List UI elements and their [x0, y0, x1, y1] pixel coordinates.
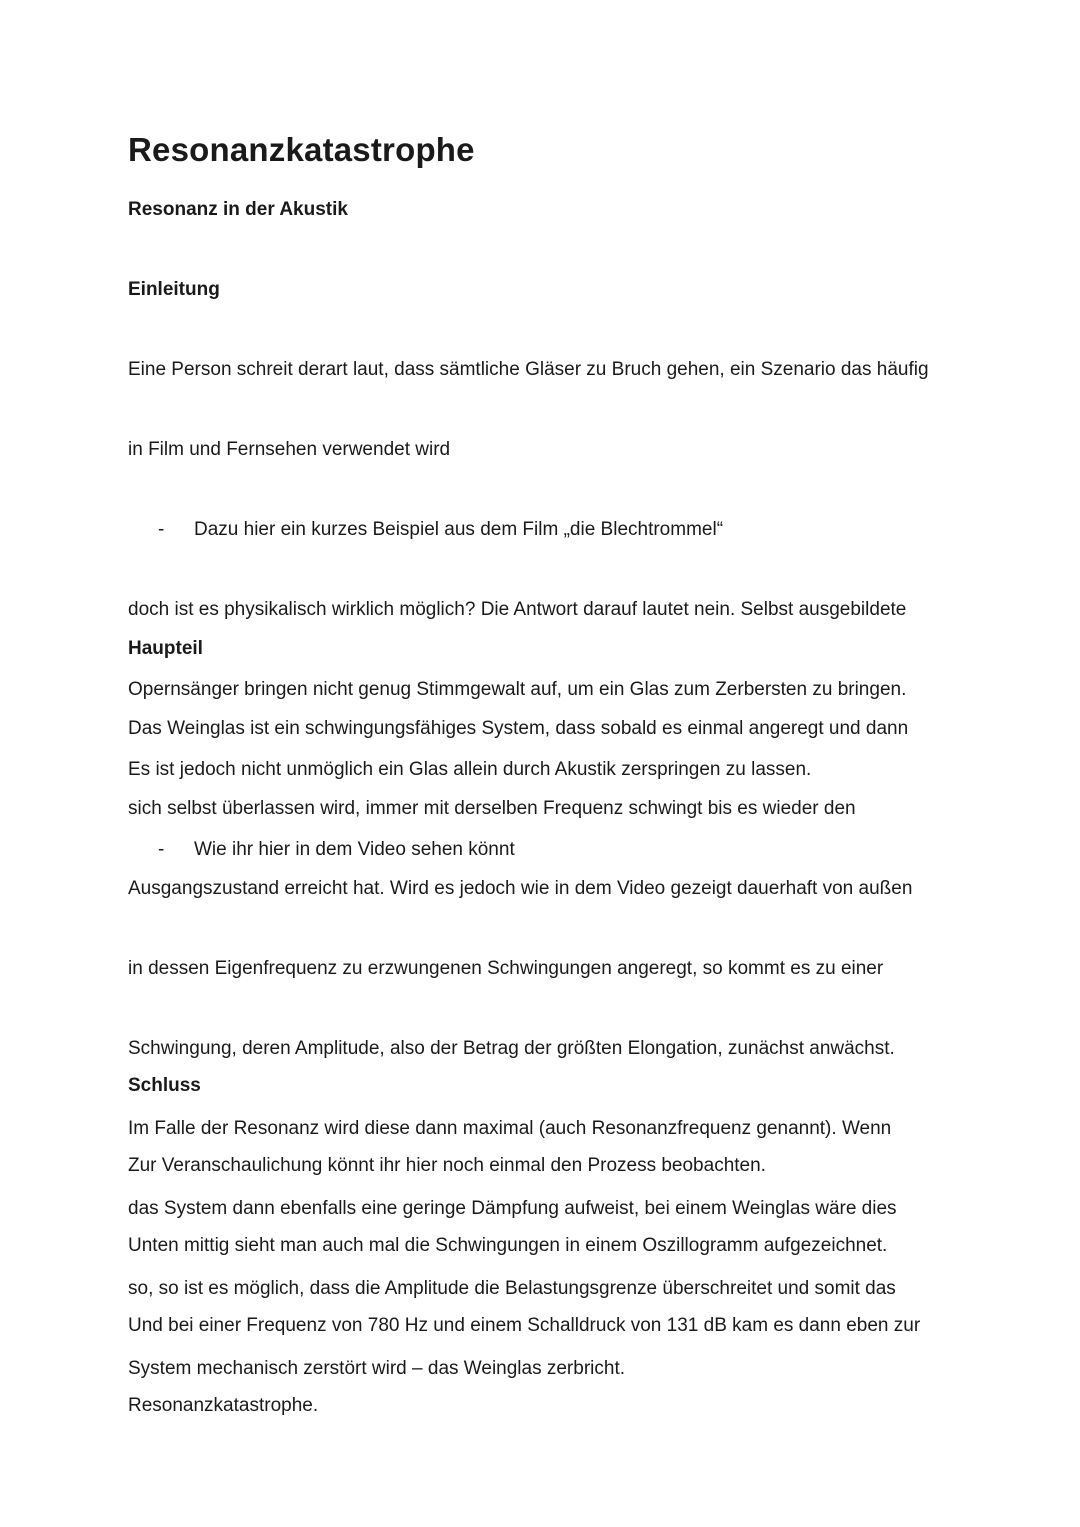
heading-hauptteil: Haupteil: [128, 638, 203, 659]
bullet-text: Dazu hier ein kurzes Beispiel aus dem Film „die Blechtrommel“: [194, 519, 724, 540]
text-line: sich selbst überlassen wird, immer mit derselben Frequenz schwingt bis es wieder den: [128, 798, 856, 819]
text-line: Eine Person schreit derart laut, dass sämtliche Gläser zu Bruch gehen, ein Szenario das häufig: [128, 359, 929, 380]
text-line: Zur Veranschaulichung könnt ihr hier noch einmal den Prozess beobachten.: [128, 1155, 766, 1176]
bullet-item: [128, 510, 968, 550]
heading-schluss: Schluss: [128, 1075, 201, 1096]
text-line: Es ist jedoch nicht unmöglich ein Glas allein durch Akustik zerspringen zu lassen.: [128, 759, 812, 780]
bullet-text: Wie ihr hier in dem Video sehen könnt: [194, 839, 515, 860]
text-line: in Film und Fernsehen verwendet wird: [128, 439, 451, 460]
text-line: Schwingung, deren Amplitude, also der Betrag der größten Elongation, zunächst anwächst.: [128, 1038, 895, 1059]
bullet-dash: -: [158, 839, 165, 860]
bullet-dash: -: [158, 519, 165, 540]
document-page: [128, 128, 968, 1416]
text-line: doch ist es physikalisch wirklich möglich? Die Antwort darauf lautet nein. Selbst ausgebildete: [128, 599, 907, 620]
heading-einleitung: Einleitung: [128, 279, 220, 300]
text-line: Resonanzkatastrophe.: [128, 1395, 319, 1416]
text-line: Ausgangszustand erreicht hat. Wird es jedoch wie in dem Video gezeigt dauerhaft von außen: [128, 878, 913, 899]
text-line: Das Weinglas ist ein schwingungsfähiges System, dass sobald es einmal angeregt und dann: [128, 718, 909, 739]
text-line: Opernsänger bringen nicht genug Stimmgewalt auf, um ein Glas zum Zerbersten zu bringen.: [128, 679, 907, 700]
text-line: Unten mittig sieht man auch mal die Schwingungen in einem Oszillogramm aufgezeichnet.: [128, 1235, 888, 1256]
document-subtitle: Resonanz in der Akustik: [128, 199, 348, 220]
text-line: in dessen Eigenfrequenz zu erzwungenen Schwingungen angeregt, so kommt es zu einer: [128, 958, 884, 979]
text-line: so, so ist es möglich, dass die Amplitude die Belastungsgrenze überschreitet und somit das: [128, 1278, 896, 1299]
text-line: Und bei einer Frequenz von 780 Hz und einem Schalldruck von 131 dB kam es dann eben zur: [128, 1315, 921, 1336]
einleitung-paragraph-1: [128, 310, 968, 510]
section-schluss: [128, 1066, 968, 1466]
text-line: das System dann ebenfalls eine geringe Dämpfung aufweist, bei einem Weinglas wäre dies: [128, 1198, 897, 1219]
text-line: System mechanisch zerstört wird – das Weinglas zerbricht.: [128, 1358, 625, 1379]
schluss-paragraph: [128, 1106, 968, 1466]
text-line: Im Falle der Resonanz wird diese dann maximal (auch Resonanzfrequenz genannt). Wenn: [128, 1118, 892, 1139]
document-title: Resonanzkatastrophe: [128, 131, 475, 168]
